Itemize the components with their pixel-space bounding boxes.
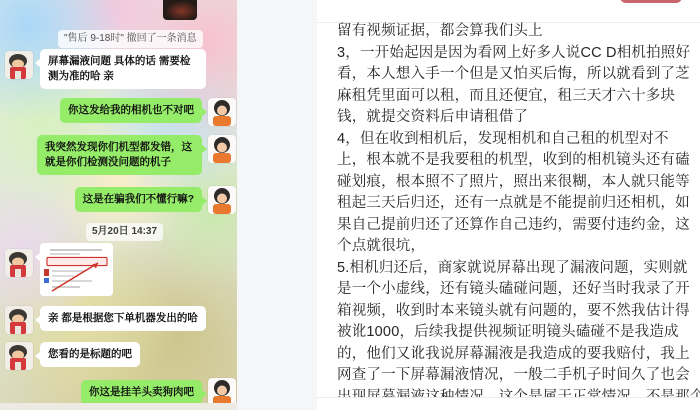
chat-date-stamp: 5月20日 14:37 xyxy=(86,223,163,241)
article-line: 5.相机归还后，商家就说屏幕出现了漏液问题，实则就 xyxy=(337,259,688,276)
merchant-avatar[interactable] xyxy=(5,306,33,334)
page-gutter xyxy=(237,0,317,410)
user-avatar[interactable] xyxy=(208,135,236,163)
recalled-message-notice: "售后 9-18时" 撤回了一条消息 xyxy=(58,30,203,48)
merchant-avatar[interactable] xyxy=(5,249,33,277)
article-panel xyxy=(317,0,700,410)
chat-panel xyxy=(0,0,237,410)
article-line: 果自己提前归还了还算作自己违约，需要付违约金，这 xyxy=(337,216,690,233)
user-avatar[interactable] xyxy=(208,98,236,126)
article-line: 碰划痕，根本照不了照片，照出来很糊，本人就只能等 xyxy=(337,173,690,190)
article-line: 上，根本就不是我要租的机型，收到的相机镜头还有磕 xyxy=(337,152,690,168)
user-avatar-image xyxy=(208,378,236,406)
chat-bubble-sent[interactable]: 你这发给我的相机也不对吧 xyxy=(60,98,202,123)
article-line: 看，本人想入手一个但是又怕买后悔，所以就看到了芝 xyxy=(337,66,690,82)
chat-bubble-received[interactable]: 屏幕漏液问题 具体的话 需要检测为准的哈 亲 xyxy=(40,49,206,89)
chat-input-bar-edge[interactable] xyxy=(0,403,237,410)
article-line: 3，一开始起因是因为看网上好多人说CC D相机拍照好 xyxy=(337,44,691,61)
article-line: 4，但在收到相机后，发现相机和自己租的机型对不 xyxy=(337,130,669,147)
order-screenshot-attachment[interactable] xyxy=(40,243,113,296)
sent-photo-thumbnail[interactable] xyxy=(163,0,197,20)
user-avatar-image xyxy=(208,186,236,214)
article-line: 麻租凭里面可以租，而且还便宜，租三天才六十多块 xyxy=(337,87,676,104)
article-body xyxy=(337,21,695,408)
article-line: 租起三天后归还，还有一点就是不能提前归还相机，如 xyxy=(337,195,690,211)
user-avatar[interactable] xyxy=(208,378,236,406)
article-line: 留有视频证据，都会算我们头上 xyxy=(337,23,543,39)
chat-bubble-received[interactable]: 您看的是标题的吧 xyxy=(40,342,140,367)
user-avatar-image xyxy=(208,135,236,163)
article-line: 个点就很坑， xyxy=(337,238,426,254)
cartoon-avatar-image xyxy=(5,249,33,277)
merchant-avatar[interactable] xyxy=(5,51,33,79)
article-line: 是一个小虚线，还有镜头磕碰问题，还好当时我录了开 xyxy=(337,281,690,297)
cartoon-avatar-image xyxy=(5,51,33,79)
user-avatar[interactable] xyxy=(208,186,236,214)
chat-bubble-sent[interactable]: 这是在骗我们不懂行嘛? xyxy=(75,187,202,212)
article-line: 网查了一下屏幕漏液情况，一般二手机子时间久了也会 xyxy=(337,367,690,383)
chat-bubble-sent[interactable]: 我突然发现你们机型都发错，这就是你们检测没问题的机子 xyxy=(37,135,202,175)
user-avatar-image xyxy=(208,98,236,126)
report-button-edge[interactable] xyxy=(620,0,682,3)
cartoon-avatar-image xyxy=(5,342,33,370)
article-line: 被讹1000，后续我提供视频证明镜头磕碰不是我造成 xyxy=(337,324,679,340)
article-line: 钱，就提交资料后申请租借了 xyxy=(337,109,529,125)
merchant-avatar[interactable] xyxy=(5,342,33,370)
chat-bubble-sent[interactable]: 你这是挂羊头卖狗肉吧 xyxy=(81,380,202,405)
article-line: 箱视频，收到时本来镜头就有问题的，要不然我估计得 xyxy=(337,302,690,319)
cartoon-avatar-image xyxy=(5,306,33,334)
chat-bubble-received[interactable]: 亲 都是根据您下单机器发出的哈 xyxy=(40,306,206,331)
annotated-order-screenshot xyxy=(40,243,113,296)
bottom-bar-edge xyxy=(317,397,700,410)
article-line: 的，他们又讹我说屏幕漏液是我造成的要我赔付，我上 xyxy=(337,345,690,362)
